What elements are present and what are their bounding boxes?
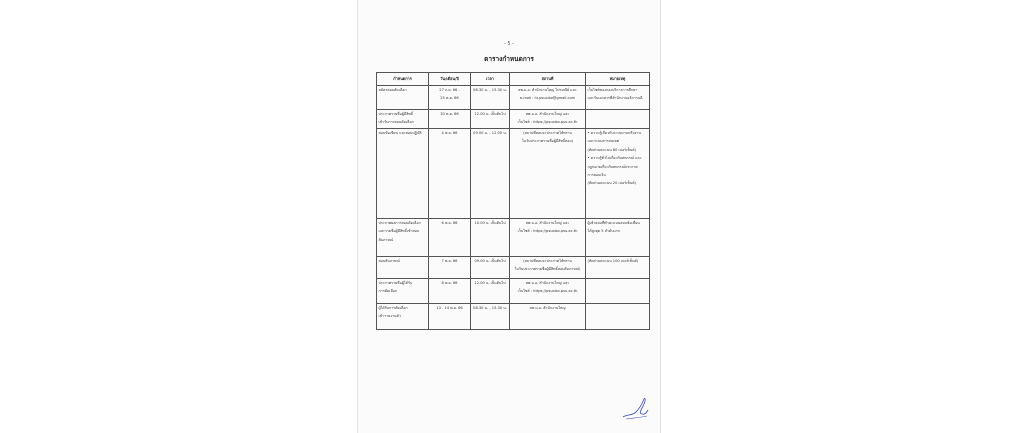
header-time: เวลา — [471, 73, 510, 86]
cell-text: การคัดเลือก — [378, 289, 398, 294]
cell-time — [471, 304, 510, 330]
cell-activity — [377, 279, 429, 304]
cell-text: สัมภาษณ์ — [378, 237, 394, 242]
table-row — [377, 219, 650, 257]
table-row — [377, 129, 650, 219]
cell-place — [510, 86, 586, 110]
cell-text: ในวันประกาศรายชื่อผู้มีสิทธิ์สอบ) — [521, 139, 574, 144]
cell-text: 12.00 น. เป็นต้นไป — [474, 280, 506, 285]
cell-activity — [377, 129, 429, 219]
cell-note — [586, 129, 650, 219]
cell-text: ในวันประกาศรายชื่อผู้มีสิทธิ์สอบสัมภาษณ์) — [514, 267, 581, 272]
cell-time — [471, 129, 510, 219]
cell-text: (สถานที่สอบจะประกาศให้ทราบ — [523, 130, 572, 135]
cell-text: 8 พ.ย. 66 — [441, 280, 458, 285]
cell-activity — [377, 219, 429, 257]
cell-place — [510, 304, 586, 330]
cell-text: สมัครสอบคัดเลือก — [378, 87, 407, 92]
cell-text: 10.00 น. เป็นต้นไป — [474, 220, 506, 225]
cell-text: ประกาศรายชื่อผู้มีสิทธิ์ — [378, 111, 413, 116]
cell-place — [510, 257, 586, 279]
cell-time — [471, 219, 510, 257]
cell-place — [510, 110, 586, 129]
cell-text: ผู้เข้าสอบที่ทำคะแนนสอบข้อเขียน — [587, 220, 640, 225]
cell-text: 09.00 น. เป็นต้นไป — [474, 258, 506, 263]
header-place: สถานที่ — [510, 73, 586, 86]
cell-text: เข้ารายงานตัว — [378, 314, 401, 319]
cell-text: เข้ารับการสอบคัดเลือก — [378, 120, 414, 125]
cell-text: 12.00 น. เป็นต้นไป — [474, 111, 506, 116]
cell-text: 08.30 น. - 15.30 น. — [473, 87, 507, 92]
cell-note — [586, 279, 650, 304]
cell-text: เว็บไซต์ของกองบริการการศึกษา — [587, 87, 638, 92]
schedule-body — [377, 86, 650, 330]
cell-activity — [377, 86, 429, 110]
cell-text: (สัดส่วนคะแนน 20 เปอร์เซ็นต์) — [587, 181, 636, 186]
cell-text: ประกาศผลการสอบคัดเลือก — [378, 220, 421, 225]
table-row — [377, 279, 650, 304]
cell-date — [429, 129, 471, 219]
cell-text: 27 ก.ย. 66 - — [439, 87, 460, 92]
cell-text: ประกาศรายชื่อผู้ได้รับ — [378, 280, 413, 285]
cell-date — [429, 257, 471, 279]
cell-date — [429, 219, 471, 257]
document-title: ตารางกำหนดการ — [484, 55, 534, 63]
cell-date — [429, 279, 471, 304]
cell-text: 6 พ.ย. 66 — [441, 220, 458, 225]
cell-activity — [377, 304, 429, 330]
signature-mark — [620, 392, 650, 422]
cell-text: สพ.ม.อ. สำนักงานใหญ่ และ — [525, 220, 570, 225]
cell-text: เว็บไซต์ : https://psuoiso.psu.ac.th — [517, 289, 578, 294]
cell-text: 25 ต.ค. 66 — [440, 96, 459, 101]
cell-place — [510, 129, 586, 219]
cell-text: (สัดส่วนคะแนน 100 เปอร์เซ็นต์) — [587, 258, 639, 263]
cell-text: 4 พ.ย. 66 — [441, 130, 458, 135]
cell-date — [429, 304, 471, 330]
header-date: วัน/เดือน/ปี — [429, 73, 471, 86]
cell-text: กฎหมายเกี่ยวกับสหกรณ์ประกาศ — [587, 164, 638, 169]
cell-note — [586, 86, 650, 110]
cell-text: (สถานที่สอบจะประกาศให้ทราบ — [523, 258, 572, 263]
table-header-row — [377, 73, 650, 86]
schedule-table — [376, 72, 650, 330]
cell-text: e-mail : hr.psuoiso@gmail.com — [519, 96, 576, 101]
cell-note — [586, 304, 650, 330]
cell-place — [510, 219, 586, 257]
header-activity: กำหนดการ — [377, 73, 429, 86]
cell-text: สพ.ม.อ. สำนักงานใหญ่ และ — [525, 280, 570, 285]
cell-text: ได้สูงสุด 5 ลำดับแรก — [587, 229, 620, 234]
cell-text: สอบข้อเขียน และสอบปฏิบัติ — [378, 130, 422, 135]
cell-text: 30 ต.ค. 66 — [440, 111, 459, 116]
cell-text: 13 - 14 พ.ย. 66 — [436, 305, 463, 310]
cell-text: สอบสัมภาษณ์ — [378, 258, 400, 263]
cell-activity — [377, 110, 429, 129]
cell-text: ผู้ได้รับการคัดเลือก — [378, 305, 408, 310]
cell-text: • ความรู้เกี่ยวกับระบบงานหรืองาน — [587, 130, 641, 135]
cell-text: (สัดส่วนคะแนน 80 เปอร์เซ็นต์) — [587, 147, 636, 152]
cell-text: สพ.ม.อ. สำนักงานใหญ่ และ — [525, 111, 570, 116]
cell-text: สพ.ม.อ. สำนักงานใหญ่ ไปรษณีย์ และ — [518, 87, 577, 92]
cell-text: 09.00 น. - 12.00 น. — [473, 130, 507, 135]
cell-text: สพ.ม.อ. สำนักงานใหญ่ — [529, 305, 566, 310]
cell-text: 08.30 น. - 15.30 น. — [473, 305, 507, 310]
cell-text: การสอบเงิน — [587, 172, 606, 177]
header-note: หมายเหตุ — [586, 73, 650, 86]
cell-date — [429, 110, 471, 129]
table-row — [377, 86, 650, 110]
document-page — [357, 0, 661, 433]
cell-note — [586, 257, 650, 279]
cell-time — [471, 110, 510, 129]
cell-text: เว็บไซต์ : https://psuoiso.psu.ac.th — [517, 229, 578, 234]
page-number: - 5 - — [504, 41, 514, 47]
cell-time — [471, 279, 510, 304]
cell-text: และรายชื่อผู้มีสิทธิ์เข้าสอบ — [378, 229, 420, 234]
table-row — [377, 110, 650, 129]
cell-note — [586, 219, 650, 257]
cell-text: 7 พ.ย. 66 — [441, 258, 458, 263]
cell-text: เว็บไซต์ : https://psuoiso.psu.ac.th — [517, 120, 578, 125]
table-row — [377, 304, 650, 330]
cell-text: และระบบสารสนเทศ — [587, 139, 620, 144]
cell-place — [510, 279, 586, 304]
cell-text: และรับเอกสารที่สำนักงานอธิการบดี — [587, 96, 643, 101]
table-row — [377, 257, 650, 279]
cell-date — [429, 86, 471, 110]
cell-note — [586, 110, 650, 129]
cell-time — [471, 86, 510, 110]
cell-activity — [377, 257, 429, 279]
cell-text: • ความรู้ทั่วไปเกี่ยวกับสหกรณ์ และ — [587, 156, 642, 161]
cell-time — [471, 257, 510, 279]
